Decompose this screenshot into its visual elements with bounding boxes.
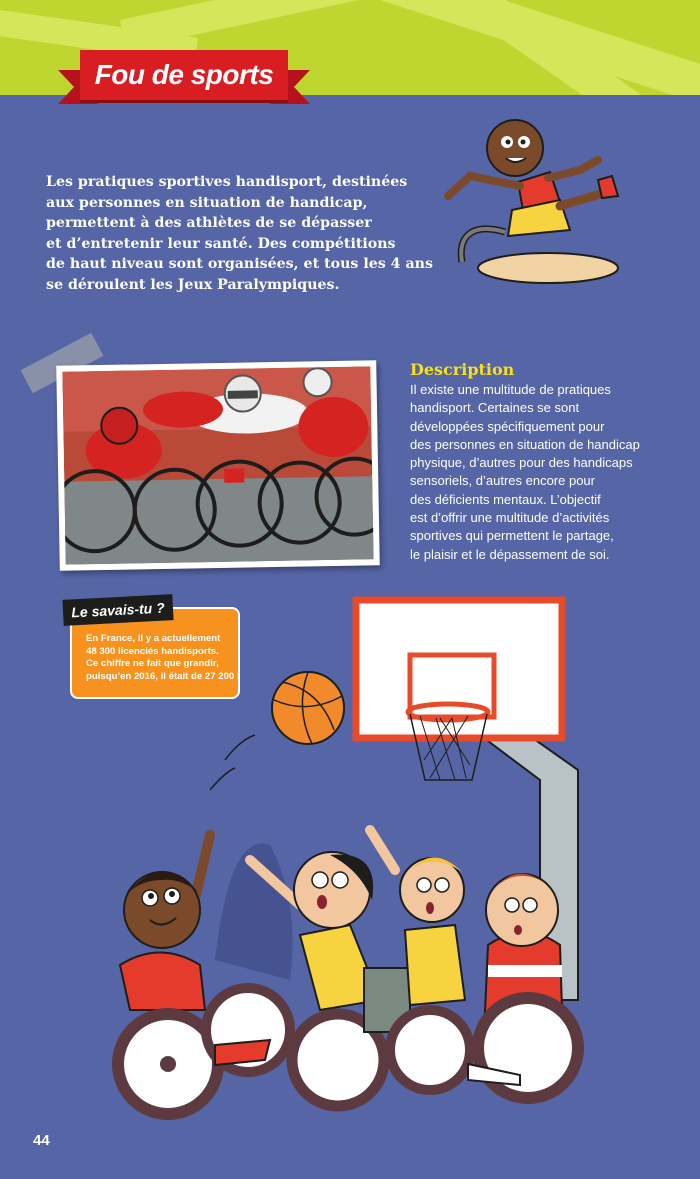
- intro-line: permettent à des athlètes de se dépasser: [46, 215, 372, 231]
- description-paragraph: [410, 381, 690, 564]
- page-number: 44: [33, 1132, 50, 1149]
- wheelchair-race-photo: [56, 360, 380, 571]
- intro-line: Les pratiques sportives handisport, destinées: [46, 174, 408, 190]
- description-line: handisport. Certaines se sont: [410, 400, 580, 416]
- intro-line: aux personnes en situation de handicap,: [46, 194, 368, 211]
- intro-line: se déroulent les Jeux Paralympiques.: [46, 276, 340, 293]
- intro-line: de haut niveau sont organisées, et tous les 4 ans: [46, 256, 433, 272]
- did-you-know-text: [86, 633, 241, 683]
- description-line: est d’offrir une multitude d’activités: [410, 510, 610, 526]
- intro-paragraph: [46, 172, 433, 295]
- description-title: Description: [410, 360, 515, 379]
- description-line: sportives qui permettent le partage,: [410, 528, 614, 544]
- description-line: Il existe une multitude de pratiques: [410, 382, 611, 397]
- did-you-know-line: Ce chiffre ne fait que grandir,: [86, 658, 219, 670]
- section-title-ribbon: [80, 50, 288, 100]
- description-line: physique, d’autres pour des handicaps: [410, 455, 633, 471]
- basketball-hoop-illustration: [356, 600, 562, 780]
- description-line: développées spécifiquement pour: [410, 418, 605, 434]
- description-line: le plaisir et le dépassement de soi.: [410, 546, 610, 562]
- did-you-know-line: puisqu’en 2016, il était de 27 200 !: [86, 670, 241, 682]
- description-line: des personnes en situation de handicap: [410, 436, 640, 452]
- section-title: Fou de sports: [94, 59, 274, 90]
- did-you-know-line: En France, il y a actuellement: [86, 633, 221, 644]
- wheelchair-players-illustration: [118, 830, 578, 1114]
- intro-line: et d’entretenir leur santé. Des compétitions: [46, 235, 396, 252]
- description-line: des déficients mentaux. L’objectif: [410, 491, 601, 507]
- did-you-know-label-text: Le savais-tu ?: [70, 599, 166, 621]
- did-you-know-line: 48 300 licenciés handisports.: [86, 645, 219, 657]
- hoop-pole: [480, 715, 578, 1000]
- description-line: sensoriels, d’autres encore pour: [410, 473, 595, 489]
